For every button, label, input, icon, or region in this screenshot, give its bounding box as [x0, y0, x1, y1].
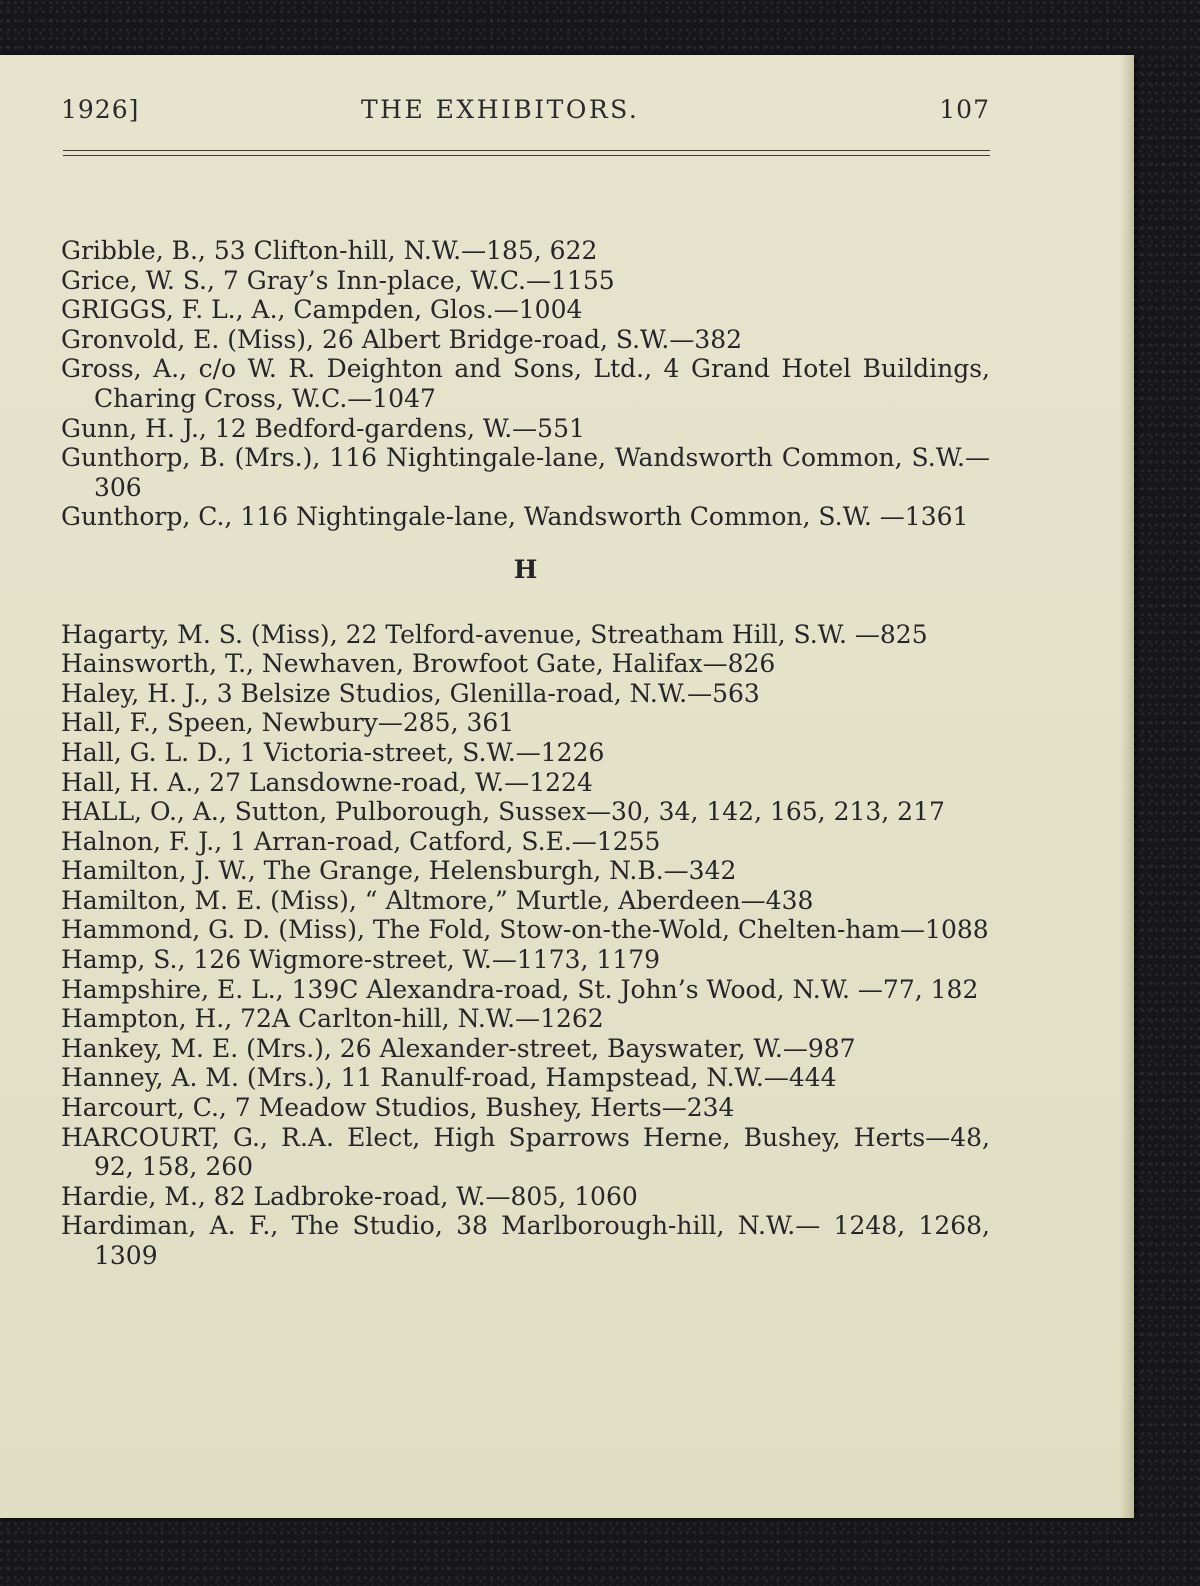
list-item: Gunthorp, B. (Mrs.), 116 Nightingale-lane, Wandsworth Common, S.W.—306 [61, 443, 990, 502]
list-item: Gronvold, E. (Miss), 26 Albert Bridge-road, S.W.—382 [61, 324, 743, 354]
list-item: Hardie, M., 82 Ladbroke-road, W.—805, 1060 [61, 1181, 638, 1211]
exhibitor-list [61, 236, 990, 1271]
header-rule-top [63, 150, 990, 151]
list-item: Hagarty, M. S. (Miss), 22 Telford-avenue, Streatham Hill, S.W. —825 [61, 619, 928, 649]
list-item: GRIGGS, F. L., A., Campden, Glos.—1004 [61, 295, 583, 325]
header-rule-bottom [63, 155, 990, 156]
list-item: Hainsworth, T., Newhaven, Browfoot Gate, Halifax—826 [61, 649, 776, 679]
header-title: THE EXHIBITORS. [361, 95, 640, 124]
list-item: Hamilton, M. E. (Miss), “ Altmore,” Murtle, Aberdeen—438 [61, 885, 814, 915]
list-item: Gross, A., c/o W. R. Deighton and Sons, Ltd., 4 Grand Hotel Buildings, Charing Cross, W.C.—1047 [61, 354, 990, 413]
list-item: Hampton, H., 72A Carlton-hill, N.W.—1262 [61, 1004, 604, 1034]
list-item: Gunn, H. J., 12 Bedford-gardens, W.—551 [61, 413, 585, 443]
list-item: HALL, O., A., Sutton, Pulborough, Sussex—30, 34, 142, 165, 213, 217 [61, 797, 945, 827]
list-item: Gunthorp, C., 116 Nightingale-lane, Wandsworth Common, S.W. —1361 [61, 502, 969, 532]
list-item: Hamilton, J. W., The Grange, Helensburgh, N.B.—342 [61, 856, 737, 886]
list-item: Hall, F., Speen, Newbury—285, 361 [61, 708, 515, 738]
list-item: HARCOURT, G., R.A. Elect, High Sparrows Herne, Bushey, Herts—48, 92, 158, 260 [61, 1122, 990, 1182]
list-item: Hammond, G. D. (Miss), The Fold, Stow-on-the-Wold, Chelten-ham—1088 [61, 915, 989, 945]
list-item: Hamp, S., 126 Wigmore-street, W.—1173, 1179 [61, 945, 661, 975]
running-header [61, 95, 990, 135]
list-item: Hardiman, A. F., The Studio, 38 Marlborough-hill, N.W.— 1248, 1268, 1309 [61, 1211, 990, 1270]
section-heading: H [513, 554, 538, 584]
list-item: Gribble, B., 53 Clifton-hill, N.W.—185, 622 [61, 236, 598, 265]
list-item: Hall, G. L. D., 1 Victoria-street, S.W.—1226 [61, 737, 605, 767]
list-item: Grice, W. S., 7 Gray’s Inn-place, W.C.—1155 [61, 265, 615, 295]
list-item: Halnon, F. J., 1 Arran-road, Catford, S.E.—1255 [61, 826, 661, 856]
list-item: Hampshire, E. L., 139C Alexandra-road, St. John’s Wood, N.W. —77, 182 [61, 974, 979, 1004]
list-item: Harcourt, C., 7 Meadow Studios, Bushey, Herts—234 [61, 1093, 735, 1123]
list-item: Hankey, M. E. (Mrs.), 26 Alexander-street, Bayswater, W.—987 [61, 1033, 856, 1063]
header-year: 1926] [61, 95, 140, 124]
list-item: Hanney, A. M. (Mrs.), 11 Ranulf-road, Hampstead, N.W.—444 [61, 1063, 837, 1093]
list-item: Haley, H. J., 3 Belsize Studios, Glenilla-road, N.W.—563 [61, 678, 760, 708]
page-number: 107 [939, 95, 990, 124]
list-item: Hall, H. A., 27 Lansdowne-road, W.—1224 [61, 767, 593, 797]
